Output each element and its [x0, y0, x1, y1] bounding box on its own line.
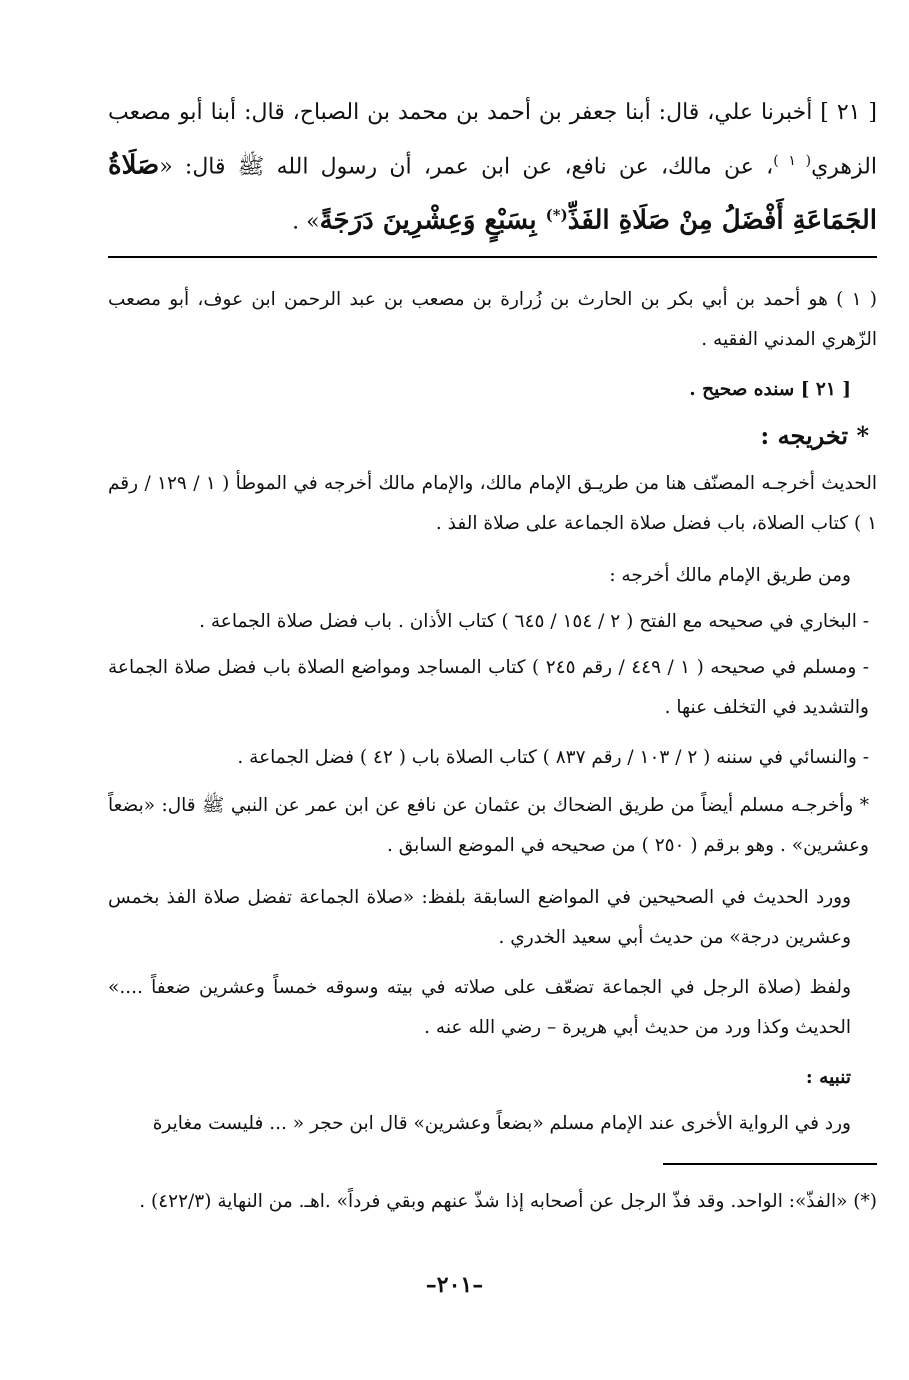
takhrij-heading: * تخريجه : [760, 421, 869, 450]
footnote-fadh: (*) «الفذّ»: الواحد. وقد فذّ الرجل عن أصحابه إذا شذّ عنهم وبقي فرداً» .اهـ. من النهاية (٤٢٢/٣) . [139, 1191, 877, 1212]
note-tanbih-text: ورد في الرواية الأخرى عند الإمام مسلم «بضعاً وعشرين» قال ابن حجر « ... فليست مغايرة [152, 1113, 851, 1134]
footnote-ref: ( ١ ) [773, 153, 812, 169]
note-takhrij-intro: الحديث أخرجـه المصنّف هنا من طريـق الإمام مالك، والإمام مالك أخرجه في الموطأ ( ١ / ١٢٩ / رقم ١ ) كتاب الصلاة، باب فضل صلاة الجماعة على صلاة الفذ . [108, 473, 878, 534]
note-narrator: ( ١ ) هو أحمد بن أبي بكر بن الحارث بن زُرارة بن مصعب بن عبد الرحمن ابن عوف، أبو مصعب الزّهري المدني الفقيه . [108, 289, 877, 350]
note-muslim-other: * وأخرجـه مسلم أيضاً من طريق الضحاك بن عثمان عن نافع عن ابن عمر عن النبي ﷺ قال: «بضعاً وعشرين» . وهو برقم ( ٢٥٠ ) من صحيحه في الموضع السابق . [108, 795, 869, 856]
main-divider [108, 256, 877, 258]
note-bukhari: - البخاري في صحيحه مع الفتح ( ٢ / ١٥٤ / ٦٤٥ ) كتاب الأذان . باب فضل صلاة الجماعة . [199, 611, 869, 632]
note-malik-route: ومن طريق الإمام مالك أخرجه : [609, 565, 851, 586]
note-muslim: - ومسلم في صحيحه ( ١ / ٤٤٩ / رقم ٢٤٥ ) كتاب المساجد ومواضع الصلاة باب فضل صلاة الجماعة والتشديد في التخلف عنها . [108, 657, 869, 718]
note-nasai: - والنسائي في سننه ( ٢ / ١٠٣ / رقم ٨٣٧ ) كتاب الصلاة باب ( ٤٢ ) فضل الجماعة . [237, 747, 869, 768]
note-tanbih-heading: تنبيه : [805, 1067, 851, 1088]
hadith-text-a: صَلَاةُ الجَمَاعَةِ أَفْضَلُ مِنْ صَلَاةِ الفَذِّ [108, 150, 877, 236]
main-text-paragraph [108, 88, 877, 247]
note-abu-hurayra: ولفظ (صلاة الرجل في الجماعة تضعّف على صلاته في بيته وسوقه خمساً وعشرين ضعفاً ....» الحديث وكذا ورد من حديث أبي هريرة – رضي الله عنه . [108, 977, 851, 1038]
note-isnad-grade: [ ٢١ ] سنده صحيح . [689, 379, 851, 400]
isnad-text: [ ٢١ ] أخبرنا علي، قال: أبنا جعفر بن أحمد بن محمد بن الصباح، قال: أبنا أبو مصعب الزهري [108, 100, 877, 180]
footnote-ref-star: (*) [545, 206, 568, 225]
hadith-text-b: بِسَبْعٍ وَعِشْرِينَ دَرَجَةً [319, 205, 546, 236]
page-number: –٢٠١– [425, 1272, 484, 1298]
footnote-divider [663, 1163, 877, 1165]
hadith-close: » . [292, 209, 320, 235]
isnad-continuation: ، عن مالك، عن نافع، عن ابن عمر، أن رسول الله ﷺ قال: « [159, 154, 774, 180]
note-sahihayn-wording: وورد الحديث في الصحيحين في المواضع السابقة بلفظ: «صلاة الجماعة تفضل صلاة الفذ بخمس وعشرين درجة» من حديث أبي سعيد الخدري . [108, 887, 851, 948]
